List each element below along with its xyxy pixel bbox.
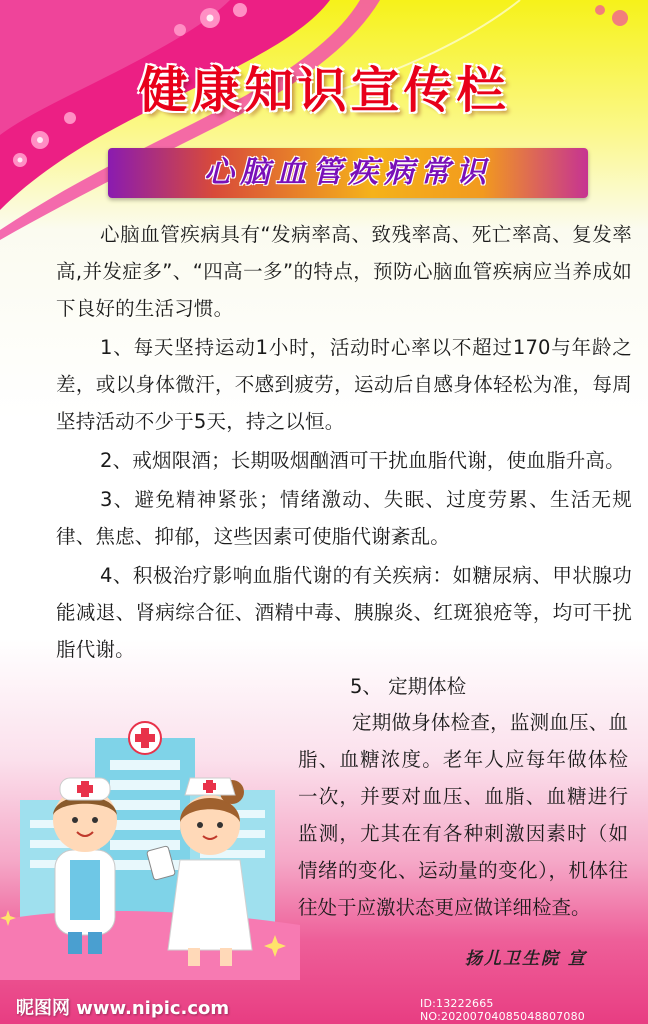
page-title: 健康知识宣传栏 xyxy=(138,62,510,119)
intro-paragraph: 心脑血管疾病具有“发病率高、致残率高、死亡率高、复发率高,并发症多”、“四高一多”的特点，预防心脑血管疾病应当养成如下良好的生活习惯。 xyxy=(56,223,632,320)
item-3: 3、避免精神紧张；情绪激动、失眠、过度劳累、生活无规律、焦虑、抑郁，这些因素可使脂代谢紊乱。 xyxy=(56,488,632,548)
item-4: 4、积极治疗影响血脂代谢的有关疾病：如糖尿病、甲状腺功能减退、肾病综合征、酒精中毒、胰腺炎、红斑狼疮等，均可干扰脂代谢。 xyxy=(56,564,632,661)
article-body xyxy=(56,216,632,670)
item-5-title: 5、 定期体检 xyxy=(350,675,467,698)
signature: 扬儿卫生院 宣 xyxy=(465,949,587,969)
subtitle: 心脑血管疾病常识 xyxy=(204,155,492,190)
male-doctor-cartoon xyxy=(53,778,117,954)
watermark-id: ID:13222665 NO:20200704085048807080 xyxy=(420,997,585,1023)
item-5-body: 定期做身体检查，监测血压、血脂、血糖浓度。老年人应每年做体检一次，并要对血压、血脂、血糖进行监测，尤其在有各种刺激因素时（如情绪的变化、运动量的变化），机体往往处于应激状态更应做详细检查。 xyxy=(298,711,628,919)
item-1: 1、每天坚持运动1小时，活动时心率以不超过170与年龄之差，或以身体微汗，不感到疲劳，运动后自感身体轻松为准，每周坚持活动不少于5天，持之以恒。 xyxy=(56,336,632,433)
hospital-doctors-illustration xyxy=(0,720,300,980)
item-2: 2、戒烟限酒；长期吸烟酗酒可干扰血脂代谢，使血脂升高。 xyxy=(100,449,625,472)
corner-flower-decoration xyxy=(595,5,628,26)
watermark-logo: 昵图网 www.nipic.com xyxy=(16,998,230,1019)
